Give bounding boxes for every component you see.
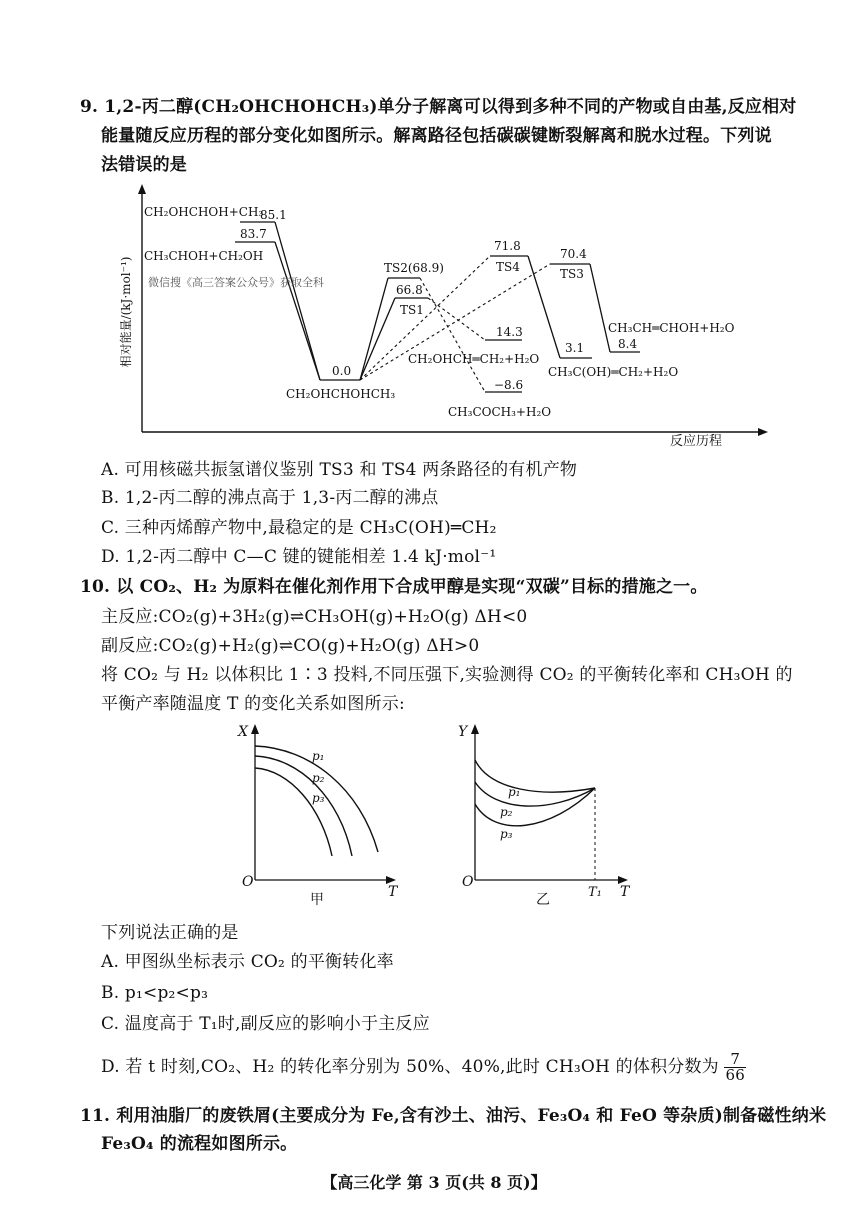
yi-y-label: Y [458,724,468,740]
label-v837: 83.7 [240,227,267,241]
page-footer: 【高三化学 第 3 页(共 8 页)】 [321,1173,547,1192]
jia-p1: p₁ [312,749,325,763]
graph-jia [230,718,410,913]
yi-origin: O [462,874,474,890]
label-ts1: TS1 [400,303,424,317]
yi-x-label: T [620,884,630,900]
q10-line4: 将 CO₂ 与 H₂ 以体积比 1∶3 投料,不同压强下,实验测得 CO₂ 的平衡转化率和 CH₃OH 的 [101,665,793,685]
q11-line1: 11. 利用油脂厂的废铁屑(主要成分为 Fe,含有沙土、油污、Fe₃O₄ 和 FeO 等杂质)制备磁性纳米 [80,1106,827,1126]
label-v704: 70.4 [560,247,587,261]
q9-line2: 能量随反应历程的部分变化如图所示。解离路径包括碳碳键断裂解离和脱水过程。下列说 [101,126,772,146]
yi-t1: T₁ [588,885,602,900]
q10-option-a: A. 甲图纵坐标表示 CO₂ 的平衡转化率 [101,952,394,972]
q10-option-d-text: D. 若 t 时刻,CO₂、H₂ 的转化率分别为 50%、40%,此时 CH₃OH 的体积分数为 [101,1057,719,1077]
yi-name: 乙 [536,892,550,908]
label-v851: 85.1 [260,208,287,222]
jia-x-label: T [388,884,398,900]
fraction-denominator: 66 [725,1066,745,1084]
label-r: 0.0 [332,364,352,378]
label-ts4: TS4 [496,260,520,274]
label-prodB: CH₃C(OH)═CH₂+H₂O [548,365,679,379]
q10-option-c: C. 温度高于 T₁时,副反应的影响小于主反应 [101,1014,430,1034]
q11-line2: Fe₃O₄ 的流程如图所示。 [101,1134,298,1154]
q9-option-b: B. 1,2-丙二醇的沸点高于 1,3-丙二醇的沸点 [101,488,439,508]
label-v143: 14.3 [496,325,523,339]
label-v31: 3.1 [565,341,585,355]
jia-name: 甲 [310,892,324,908]
q10-main-reaction: 主反应:CO₂(g)+3H₂(g)⇌CH₃OH(g)+H₂O(g) ΔH<0 [101,607,528,627]
jia-origin: O [242,874,254,890]
label-ts2: TS2(68.9) [384,261,444,275]
label-p2: CH₃CHOH+CH₂OH [144,249,264,263]
q9-line1: 9. 1,2-丙二醇(CH₂OHCHOHCH₃)单分子解离可以得到多种不同的产物或自由基,反应相对 [80,97,797,117]
fraction-numerator: 7 [724,1052,746,1068]
label-prodA: CH₂OHCH═CH₂+H₂O [408,352,540,366]
q9-option-c: C. 三种丙烯醇产物中,最稳定的是 CH₃C(OH)═CH₂ [101,518,497,538]
label-v718: 71.8 [494,239,521,253]
yi-p3: p₃ [500,827,513,841]
x-axis-label: 反应历程 [670,434,723,449]
q10-side-reaction: 副反应:CO₂(g)+H₂(g)⇌CO(g)+H₂O(g) ΔH>0 [101,636,480,656]
watermark: 微信搜《高三答案公众号》获取全科 [148,276,324,289]
q9-option-d: D. 1,2-丙二醇中 C—C 键的键能相差 1.4 kJ·mol⁻¹ [101,547,497,567]
jia-p2: p₂ [312,771,325,785]
label-v668: 66.8 [396,283,423,297]
graph-yi [450,718,640,913]
label-prodD: CH₃COCH₃+H₂O [448,405,552,419]
jia-y-label: X [238,724,248,740]
q9-option-a: A. 可用核磁共振氢谱仪鉴别 TS3 和 TS4 两条路径的有机产物 [101,460,578,480]
label-rname: CH₂OHCHOHCH₃ [286,387,396,401]
label-prodC: CH₃CH═CHOH+H₂O [608,321,735,335]
q10-line5: 平衡产率随温度 T 的变化关系如图所示: [101,694,405,714]
jia-p3: p₃ [312,791,325,805]
yi-p2: p₂ [500,805,513,819]
energy-diagram [110,180,770,450]
q10-option-b: B. p₁<p₂<p₃ [101,983,209,1003]
yi-p1: p₁ [508,785,521,799]
label-vm86: −8.6 [494,378,524,392]
q10-prompt: 下列说法正确的是 [101,923,239,943]
q9-line3: 法错误的是 [101,155,187,175]
label-ts3: TS3 [560,267,584,281]
fraction [724,1052,746,1083]
q10-line1: 10. 以 CO₂、H₂ 为原料在催化剂作用下合成甲醇是实现“双碳”目标的措施之一。 [80,577,708,597]
label-p1: CH₂OHCHOH+CH₃ [144,205,264,219]
q10-option-d [101,1052,746,1083]
y-axis-label: 相对能量/(kJ·mol⁻¹) [119,256,133,368]
label-v84: 8.4 [618,337,638,351]
